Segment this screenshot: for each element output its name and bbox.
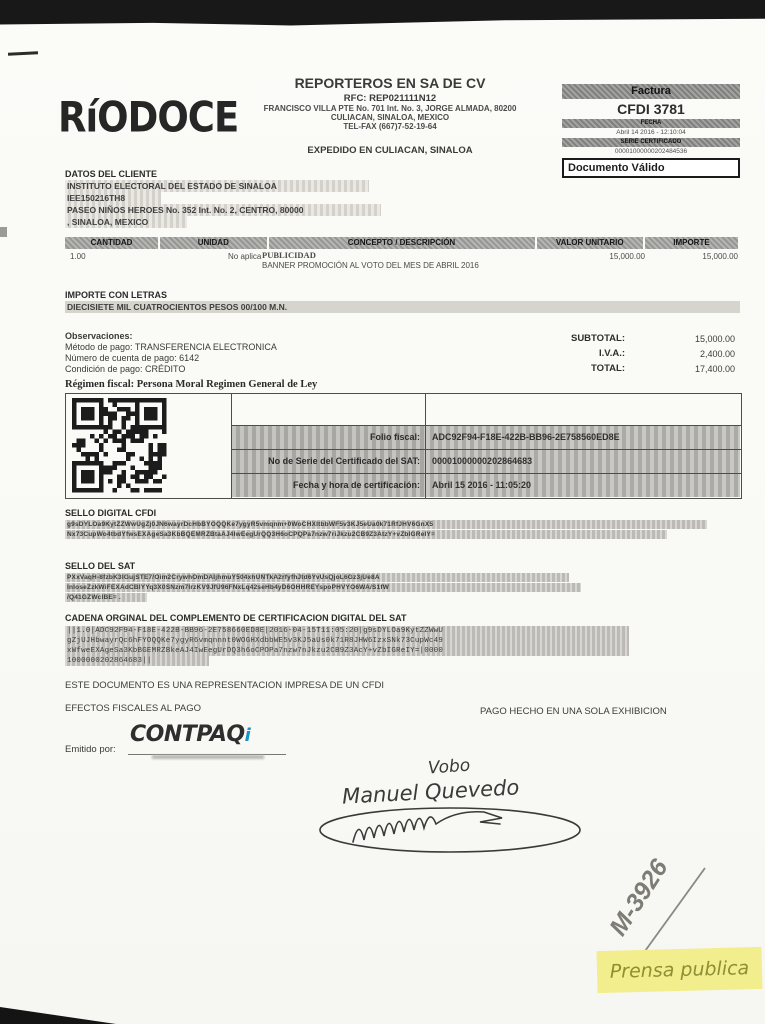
efectos-fiscales-note: EFECTOS FISCALES AL PAGO [65,703,202,714]
cadena-line3: xWfweEXAgeSa3KbBGEMRZBkeAJ4IwEegUrDQ3h6oCPOPa7nzw7nJkzu2CB9Z3AcY+vZbIGReIY=|0000 [65,646,629,656]
client-rfc: IEE150216TH8 [65,192,161,204]
importe-letras-value: DIECISIETE MIL CUATROCIENTOS PESOS 00/100 M.N. [65,301,740,313]
qr-code [72,398,167,498]
client-section-label: DATOS DEL CLIENTE [65,169,158,179]
riodoce-logo: RíODOCE [58,93,239,142]
expedido-line: EXPEDIDO EN CULIACAN, SINALOA [307,145,473,156]
cadena-label: CADENA ORGINAL DEL COMPLEMENTO DE CERTIFICACION DIGITAL DEL SAT [65,613,407,623]
iva-value: 2,400.00 [699,349,735,359]
fecha-label: FECHA [562,119,740,128]
col-valor-unitario: VALOR UNITARIO [537,237,643,249]
company-telfax: TEL-FAX (667)7-52-19-64 [343,122,437,131]
total-value: 17,400.00 [694,364,735,374]
scan-speck [0,227,7,237]
items-table-header [65,237,740,249]
col-importe: IMPORTE [645,237,738,249]
total-label: TOTAL: [591,363,625,374]
observaciones-label: Observaciones: [65,331,133,341]
client-name: INSTITUTO ELECTORAL DEL ESTADO DE SINALOA [65,180,369,192]
sello-cfdi-line2: Nx73CupWo4tbdYfwsEXAgeSa3KbBQEMRZBtaAJ4IwEegUrQQ3H6oCPQPa7nzw7riJkzu2CB9Z3AtzY+vZbIGReIY= [65,530,667,539]
handwritten-vobo: Vobo [427,755,471,779]
documento-valido-badge: Documento Válido [562,158,740,178]
contpaq-i-mark: i [244,725,251,746]
fecha-cert-value: Abril 15 2016 - 11:05:20 [426,474,740,497]
item-cantidad: 1.00 [70,252,86,261]
signature [315,800,585,855]
sello-sat-line3: /Q41GZWclBE= . [65,593,147,602]
company-address-line1: FRANCISCO VILLA PTE No. 701 Int. No. 3, JORGE ALMADA, 80200 [263,104,517,113]
sello-sat-label: SELLO DEL SAT [65,561,136,571]
fecha-value: Abril 14 2016 - 12:10:04 [616,129,686,136]
cfdi-representation-note: ESTE DOCUMENTO ES UNA REPRESENTACION IMPRESA DE UN CFDI [65,680,385,691]
serie-value: 00001000000202484536 [614,148,688,155]
col-unidad: UNIDAD [160,237,266,249]
contpaq-tagline-smudge [152,755,264,759]
metodo-pago: Método de pago: TRANSFERENCIA ELECTRONICA [65,342,277,352]
col-concepto: CONCEPTO / DESCRIPCIÓN [269,237,535,249]
subtotal-label: SUBTOTAL: [570,333,625,344]
item-unidad: No aplica [228,252,262,261]
col-cantidad: CANTIDAD [65,237,158,249]
regimen-fiscal: Régimen fiscal: Persona Moral Regimen General de Ley [65,379,318,390]
item-importe: 15,000.00 [702,252,738,261]
pago-exhibicion-note: PAGO HECHO EN UNA SOLA EXHIBICION [480,706,667,717]
folio-fiscal-label: Folio fiscal: [232,426,425,449]
handwritten-name: Manuel Quevedo [341,775,520,809]
contpaq-wordmark: CONTPAQ [130,722,245,747]
scan-dash-mark [8,51,38,56]
emitido-por-label: Emitido por: [65,744,116,755]
subtotal-value: 15,000.00 [694,334,735,344]
sello-sat-line1: PXxVaqH-8fzbK3IGujSTE7/Oim2CrywhOmDAIjhmuY504xhUNTkA2rfyfhJtd6YvUsQjoL6Gz3jUe8A [65,573,569,582]
fecha-cert-label: Fecha y hora de certificación: [232,474,425,497]
company-address-line2: CULIACAN, SINALOA, MEXICO [330,113,450,122]
cadena-line1: ||1.0|ADC92F94-F18E-422B-BB96-2E758660ED8E|2016-04-15T11:05:20|g9sDYLOa9KytZZWwU [65,626,629,636]
serie-label: SERIE CERTIFICADO [562,138,740,147]
folio-fiscal-value: ADC92F94-F18E-422B-BB96-2E758560ED8E [426,426,740,449]
item-valor-unitario: 15,000.00 [609,252,645,261]
item-descripcion: BANNER PROMOCIÓN AL VOTO DEL MES DE ABRIL 2016 [262,261,479,270]
sello-cfdi-line1: g9sDYLOa9KytZZWwUgZj0JN6wayrDcHbBYOQQKe7ygyR5vmqnm+0WoCHXItbbWF5v3KJ5eUa0k71RfJHV6GnX5 [65,520,707,529]
client-city: , SINALOA, MEXICO [65,216,187,228]
serie-sat-label: No de Serie del Certificado del SAT: [232,450,425,473]
scan-bottom-corner-mark [0,1007,116,1024]
serie-sat-value: 00001000000202864683 [426,450,740,473]
handwritten-folio-number: M-3926 [603,854,674,941]
cadena-line2: gZjUJHbwayrQc6hFYOQQKe7ygyR6vmqnnnt0WOGHXdbbWE5v3KJ5aUs0k71R8JHW6IzxSNk73CupWc49 [65,636,629,646]
folio-number: CFDI 3781 [617,101,685,117]
highlighted-note [596,947,762,993]
sello-sat-line2: InloseZzkWiFEXAdCBIYYq3X0SNzm7IrzKV9JfU96FNxLq42seHb4yD6OHHREYspoPHVYO6WA/S1fW [65,583,581,592]
cuenta-pago: Número de cuenta de pago: 6142 [65,353,200,363]
iva-label: I.V.A.: [598,348,625,359]
fiscal-data-table [65,393,742,499]
sello-cfdi-label: SELLO DIGITAL CFDI [65,508,157,518]
client-address: PASEO NIÑOS HEROES No. 352 Int. No. 2, CENTRO, 80000 [65,204,381,216]
company-rfc: RFC: REP021111N12 [343,93,437,104]
invoice-info-box [562,84,740,178]
cadena-line4: 1000000202864683|| [65,656,209,666]
item-concepto: PUBLICIDAD [262,250,316,260]
contpaq-logo [130,722,250,747]
scan-top-black-band [0,0,765,26]
company-name: REPORTEROS EN SA DE CV [294,75,486,91]
factura-title: Factura [562,84,740,99]
importe-letras-label: IMPORTE CON LETRAS [65,290,168,300]
condicion-pago: Condición de pago: CRÉDITO [65,364,186,374]
handwritten-prensa-publica: Prensa publica [609,957,750,983]
